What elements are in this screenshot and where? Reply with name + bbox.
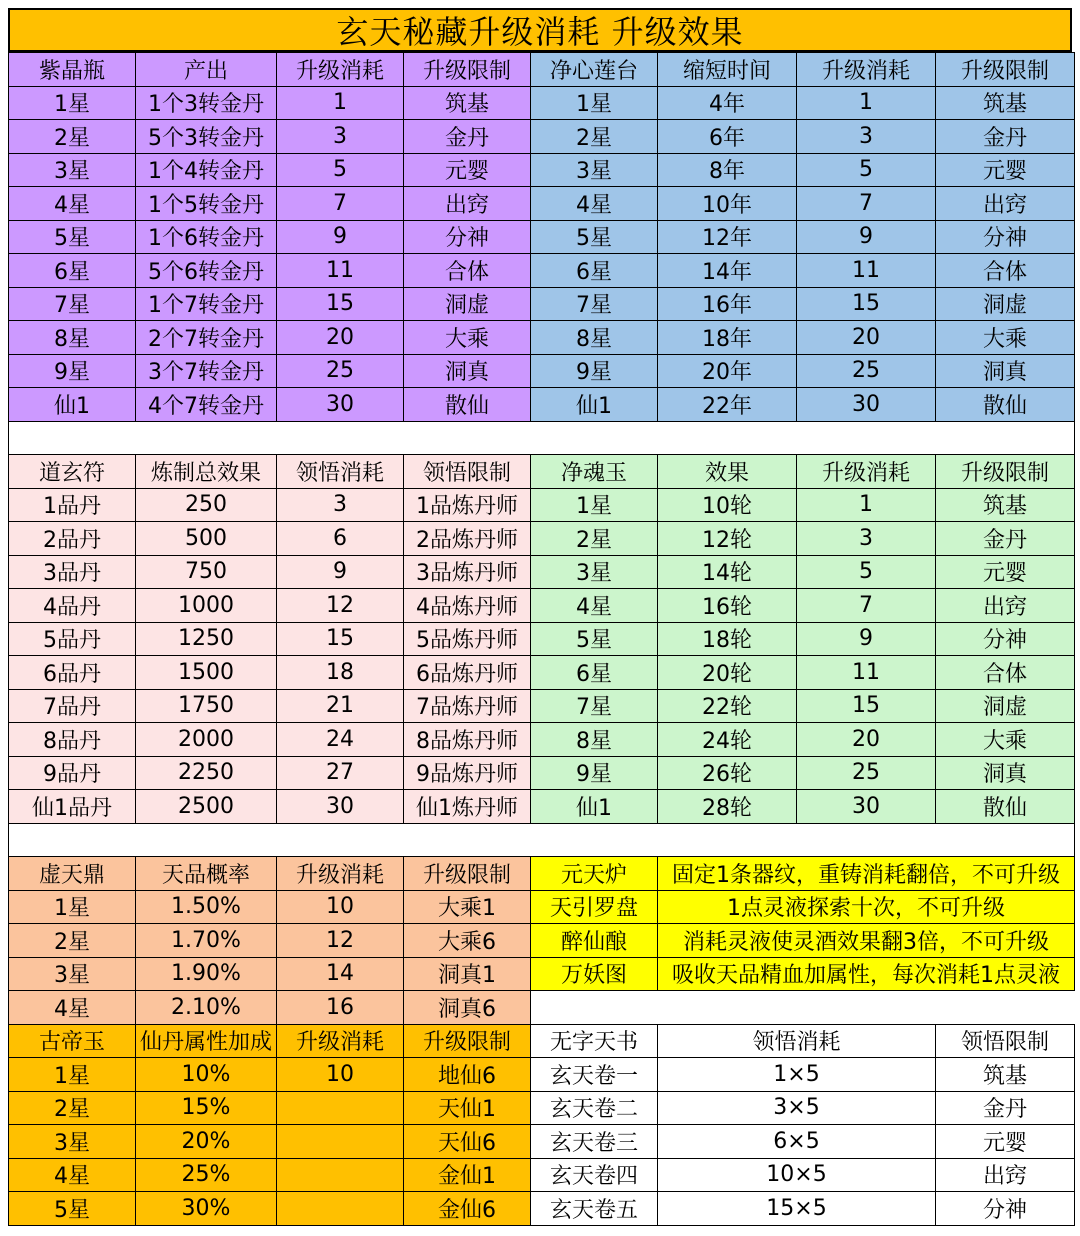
spacer-row bbox=[9, 421, 1075, 455]
table-cell: 玄天卷二 bbox=[531, 1091, 658, 1125]
header-cell: 领悟限制 bbox=[936, 1024, 1075, 1058]
table-cell: 洞真 bbox=[404, 354, 531, 388]
item-name-cell: 元天炉 bbox=[531, 857, 658, 891]
table-cell: 元婴 bbox=[404, 153, 531, 187]
table-cell: 3个7转金丹 bbox=[136, 354, 277, 388]
table-cell: 2500 bbox=[136, 790, 277, 824]
table-cell: 4星 bbox=[9, 991, 136, 1025]
table-cell: 25 bbox=[797, 756, 936, 790]
table-cell: 5品炼丹师 bbox=[404, 622, 531, 656]
table-cell: 大乘 bbox=[404, 321, 531, 355]
table-cell: 洞虚 bbox=[936, 287, 1075, 321]
table-cell: 2品炼丹师 bbox=[404, 522, 531, 556]
table-cell: 20 bbox=[277, 321, 404, 355]
table-cell: 15 bbox=[797, 689, 936, 723]
table-cell: 18 bbox=[277, 656, 404, 690]
table-cell: 1个4转金丹 bbox=[136, 153, 277, 187]
table-row bbox=[9, 1058, 1075, 1092]
table-cell: 5 bbox=[797, 555, 936, 589]
table-cell: 6×5 bbox=[658, 1125, 936, 1159]
table-cell: 分神 bbox=[404, 220, 531, 254]
table-row bbox=[9, 153, 1075, 187]
table-cell: 洞虚 bbox=[936, 689, 1075, 723]
table-cell: 元婴 bbox=[936, 555, 1075, 589]
table-cell: 金丹 bbox=[936, 1091, 1075, 1125]
table-cell: 25 bbox=[277, 354, 404, 388]
item-desc-cell: 消耗灵液使灵酒效果翻3倍，不可升级 bbox=[658, 924, 1075, 958]
table-cell: 1 bbox=[797, 488, 936, 522]
header-cell: 古帝玉 bbox=[9, 1024, 136, 1058]
table-cell: 2星 bbox=[9, 1091, 136, 1125]
table-cell: 22轮 bbox=[658, 689, 797, 723]
table-cell: 玄天卷三 bbox=[531, 1125, 658, 1159]
table-cell: 4个7转金丹 bbox=[136, 388, 277, 422]
table-cell: 分神 bbox=[936, 220, 1075, 254]
table-cell: 2个7转金丹 bbox=[136, 321, 277, 355]
table-cell: 27 bbox=[277, 756, 404, 790]
table-row bbox=[9, 589, 1075, 623]
table-cell: 14轮 bbox=[658, 555, 797, 589]
table-cell: 1品炼丹师 bbox=[404, 488, 531, 522]
header-row bbox=[9, 53, 1075, 87]
table-cell: 金仙6 bbox=[404, 1192, 531, 1226]
header-cell: 领悟消耗 bbox=[277, 455, 404, 489]
header-cell: 升级消耗 bbox=[797, 53, 936, 87]
table-row bbox=[9, 1192, 1075, 1226]
table-cell: 7 bbox=[797, 187, 936, 221]
table-cell: 1 bbox=[797, 86, 936, 120]
table-cell: 3品炼丹师 bbox=[404, 555, 531, 589]
table-cell: 仙1 bbox=[531, 790, 658, 824]
table-cell: 6星 bbox=[531, 254, 658, 288]
table-cell: 筑基 bbox=[936, 488, 1075, 522]
table-cell: 9 bbox=[277, 555, 404, 589]
table-cell: 合体 bbox=[936, 656, 1075, 690]
table-cell: 5 bbox=[797, 153, 936, 187]
table-cell: 10年 bbox=[658, 187, 797, 221]
table-cell: 4星 bbox=[531, 187, 658, 221]
table-cell: 1星 bbox=[531, 86, 658, 120]
table-cell: 金丹 bbox=[404, 120, 531, 154]
table-cell: 1.70% bbox=[136, 924, 277, 958]
table-cell: 1000 bbox=[136, 589, 277, 623]
table-cell: 10轮 bbox=[658, 488, 797, 522]
header-row bbox=[9, 1024, 1075, 1058]
table-cell: 天仙6 bbox=[404, 1125, 531, 1159]
header-cell: 无字天书 bbox=[531, 1024, 658, 1058]
table-cell: 洞真1 bbox=[404, 957, 531, 991]
table-cell: 3星 bbox=[531, 555, 658, 589]
table-cell: 1个6转金丹 bbox=[136, 220, 277, 254]
table-cell: 大乘1 bbox=[404, 890, 531, 924]
table-cell: 筑基 bbox=[404, 86, 531, 120]
table-cell: 10 bbox=[277, 1058, 404, 1092]
table-cell: 仙1 bbox=[531, 388, 658, 422]
table-cell: 6品丹 bbox=[9, 656, 136, 690]
table-row bbox=[9, 756, 1075, 790]
header-cell: 紫晶瓶 bbox=[9, 53, 136, 87]
table-row bbox=[9, 790, 1075, 824]
table-cell: 7 bbox=[797, 589, 936, 623]
table-cell: 出窍 bbox=[404, 187, 531, 221]
table-cell: 仙1品丹 bbox=[9, 790, 136, 824]
table-cell: 250 bbox=[136, 488, 277, 522]
table-cell: 4星 bbox=[9, 187, 136, 221]
header-cell: 虚天鼎 bbox=[9, 857, 136, 891]
table-cell: 1星 bbox=[531, 488, 658, 522]
table-cell: 28轮 bbox=[658, 790, 797, 824]
table-row bbox=[9, 120, 1075, 154]
table-cell: 25% bbox=[136, 1158, 277, 1192]
table-cell: 元婴 bbox=[936, 153, 1075, 187]
table-cell: 3 bbox=[277, 120, 404, 154]
table-cell: 30 bbox=[797, 790, 936, 824]
table-cell: 7品炼丹师 bbox=[404, 689, 531, 723]
table-cell bbox=[277, 1158, 404, 1192]
table-row bbox=[9, 287, 1075, 321]
table-cell: 15 bbox=[797, 287, 936, 321]
table-cell: 11 bbox=[797, 656, 936, 690]
table-cell: 30 bbox=[797, 388, 936, 422]
table-cell: 1750 bbox=[136, 689, 277, 723]
table-cell: 1品丹 bbox=[9, 488, 136, 522]
header-cell: 升级限制 bbox=[404, 1024, 531, 1058]
table-cell: 7品丹 bbox=[9, 689, 136, 723]
table-cell: 合体 bbox=[404, 254, 531, 288]
table-cell: 金丹 bbox=[936, 120, 1075, 154]
table-cell: 9星 bbox=[531, 354, 658, 388]
table-cell: 2品丹 bbox=[9, 522, 136, 556]
table-cell: 6 bbox=[277, 522, 404, 556]
table-cell: 出窍 bbox=[936, 187, 1075, 221]
table-cell: 8品丹 bbox=[9, 723, 136, 757]
table-cell: 16轮 bbox=[658, 589, 797, 623]
table-cell: 散仙 bbox=[936, 790, 1075, 824]
table-cell: 1星 bbox=[9, 86, 136, 120]
table-cell: 5星 bbox=[9, 220, 136, 254]
table-cell: 6星 bbox=[531, 656, 658, 690]
table-cell: 1个5转金丹 bbox=[136, 187, 277, 221]
header-row bbox=[9, 455, 1075, 489]
table-row bbox=[9, 689, 1075, 723]
table-cell: 2星 bbox=[9, 924, 136, 958]
table-cell: 16 bbox=[277, 991, 404, 1025]
table-cell: 9品炼丹师 bbox=[404, 756, 531, 790]
table-cell: 1星 bbox=[9, 1058, 136, 1092]
table-cell: 30% bbox=[136, 1192, 277, 1226]
table-cell: 10% bbox=[136, 1058, 277, 1092]
header-cell: 净魂玉 bbox=[531, 455, 658, 489]
table-cell: 2250 bbox=[136, 756, 277, 790]
table-cell: 1个7转金丹 bbox=[136, 287, 277, 321]
header-cell: 净心莲台 bbox=[531, 53, 658, 87]
table-cell: 金仙1 bbox=[404, 1158, 531, 1192]
table-cell: 15% bbox=[136, 1091, 277, 1125]
table-cell: 仙1 bbox=[9, 388, 136, 422]
table-cell: 出窍 bbox=[936, 1158, 1075, 1192]
header-cell: 升级消耗 bbox=[277, 1024, 404, 1058]
table-cell: 20年 bbox=[658, 354, 797, 388]
header-cell: 领悟限制 bbox=[404, 455, 531, 489]
table-cell: 11 bbox=[797, 254, 936, 288]
table-cell: 18轮 bbox=[658, 622, 797, 656]
table-cell: 洞真6 bbox=[404, 991, 531, 1025]
table-cell: 10 bbox=[277, 890, 404, 924]
table-row bbox=[9, 388, 1075, 422]
table-cell: 6品炼丹师 bbox=[404, 656, 531, 690]
table-row bbox=[9, 890, 1075, 924]
table-cell: 12 bbox=[277, 589, 404, 623]
table-cell: 500 bbox=[136, 522, 277, 556]
table-cell: 9 bbox=[277, 220, 404, 254]
table-cell: 金丹 bbox=[936, 522, 1075, 556]
table-cell: 10×5 bbox=[658, 1158, 936, 1192]
table-cell: 3星 bbox=[9, 957, 136, 991]
table-cell: 7星 bbox=[531, 287, 658, 321]
table-row bbox=[9, 86, 1075, 120]
table-cell: 22年 bbox=[658, 388, 797, 422]
table-cell: 21 bbox=[277, 689, 404, 723]
table-cell: 5星 bbox=[531, 622, 658, 656]
table-row bbox=[9, 1091, 1075, 1125]
table-cell: 2000 bbox=[136, 723, 277, 757]
table-cell: 洞真 bbox=[936, 756, 1075, 790]
header-cell: 升级消耗 bbox=[277, 857, 404, 891]
table-cell: 24 bbox=[277, 723, 404, 757]
table-cell: 3星 bbox=[9, 1125, 136, 1159]
item-desc-cell: 固定1条器纹，重铸消耗翻倍，不可升级 bbox=[658, 857, 1075, 891]
table-cell: 洞虚 bbox=[404, 287, 531, 321]
table-cell: 筑基 bbox=[936, 86, 1075, 120]
table-cell: 14 bbox=[277, 957, 404, 991]
table-cell: 5星 bbox=[531, 220, 658, 254]
table-cell: 9 bbox=[797, 622, 936, 656]
table-row bbox=[9, 991, 1075, 1025]
table-cell: 25 bbox=[797, 354, 936, 388]
table-cell: 4星 bbox=[9, 1158, 136, 1192]
table-cell: 大乘 bbox=[936, 723, 1075, 757]
table-cell: 3星 bbox=[531, 153, 658, 187]
table-cell: 18年 bbox=[658, 321, 797, 355]
table-cell: 1个3转金丹 bbox=[136, 86, 277, 120]
table-cell bbox=[277, 1192, 404, 1226]
sheet-title: 玄天秘藏升级消耗 升级效果 bbox=[8, 8, 1072, 52]
table-cell: 8年 bbox=[658, 153, 797, 187]
table-cell: 4星 bbox=[531, 589, 658, 623]
table-cell: 15 bbox=[277, 287, 404, 321]
table-row bbox=[9, 622, 1075, 656]
item-name-cell: 万妖图 bbox=[531, 957, 658, 991]
table-cell: 30 bbox=[277, 388, 404, 422]
spacer-cell bbox=[9, 421, 1075, 455]
table-cell: 分神 bbox=[936, 1192, 1075, 1226]
header-cell: 升级限制 bbox=[936, 53, 1075, 87]
table-cell: 16年 bbox=[658, 287, 797, 321]
table-cell: 15×5 bbox=[658, 1192, 936, 1226]
header-cell: 缩短时间 bbox=[658, 53, 797, 87]
header-cell: 效果 bbox=[658, 455, 797, 489]
table-cell: 3品丹 bbox=[9, 555, 136, 589]
header-cell: 升级限制 bbox=[936, 455, 1075, 489]
table-cell: 3 bbox=[797, 522, 936, 556]
table-cell bbox=[277, 1091, 404, 1125]
table-cell: 7星 bbox=[9, 287, 136, 321]
table-row bbox=[9, 656, 1075, 690]
table-cell: 大乘6 bbox=[404, 924, 531, 958]
table-row bbox=[9, 354, 1075, 388]
table-cell: 12轮 bbox=[658, 522, 797, 556]
table-cell: 分神 bbox=[936, 622, 1075, 656]
table-cell: 3×5 bbox=[658, 1091, 936, 1125]
table-cell: 9星 bbox=[9, 354, 136, 388]
table-row bbox=[9, 555, 1075, 589]
table-cell: 30 bbox=[277, 790, 404, 824]
table-cell: 散仙 bbox=[936, 388, 1075, 422]
table-cell: 4年 bbox=[658, 86, 797, 120]
table-cell: 2星 bbox=[531, 120, 658, 154]
table-row bbox=[9, 187, 1075, 221]
table-cell: 12年 bbox=[658, 220, 797, 254]
table-cell: 5品丹 bbox=[9, 622, 136, 656]
header-row bbox=[9, 857, 1075, 891]
header-cell: 领悟消耗 bbox=[658, 1024, 936, 1058]
table-row bbox=[9, 1158, 1075, 1192]
table-cell: 1.90% bbox=[136, 957, 277, 991]
table-cell: 5个6转金丹 bbox=[136, 254, 277, 288]
header-cell: 仙丹属性加成 bbox=[136, 1024, 277, 1058]
table-cell: 9品丹 bbox=[9, 756, 136, 790]
table-cell: 5星 bbox=[9, 1192, 136, 1226]
table-cell: 4品丹 bbox=[9, 589, 136, 623]
table-row bbox=[9, 488, 1075, 522]
table-cell: 26轮 bbox=[658, 756, 797, 790]
table-cell: 15 bbox=[277, 622, 404, 656]
table-cell: 7 bbox=[277, 187, 404, 221]
spacer-cell bbox=[9, 823, 1075, 857]
table-cell: 2星 bbox=[531, 522, 658, 556]
table-row bbox=[9, 1125, 1075, 1159]
header-cell: 道玄符 bbox=[9, 455, 136, 489]
table-cell: 玄天卷四 bbox=[531, 1158, 658, 1192]
table-cell: 合体 bbox=[936, 254, 1075, 288]
table-row bbox=[9, 254, 1075, 288]
table-cell: 8星 bbox=[9, 321, 136, 355]
table-cell bbox=[277, 1125, 404, 1159]
table-cell: 洞真 bbox=[936, 354, 1075, 388]
table-cell: 1500 bbox=[136, 656, 277, 690]
table-row bbox=[9, 522, 1075, 556]
header-cell: 升级消耗 bbox=[277, 53, 404, 87]
table-cell: 大乘 bbox=[936, 321, 1075, 355]
table-cell: 1 bbox=[277, 86, 404, 120]
table-row bbox=[9, 321, 1075, 355]
header-cell: 炼制总效果 bbox=[136, 455, 277, 489]
header-cell: 升级限制 bbox=[404, 53, 531, 87]
header-cell: 升级限制 bbox=[404, 857, 531, 891]
table-cell: 筑基 bbox=[936, 1058, 1075, 1092]
table-cell: 1×5 bbox=[658, 1058, 936, 1092]
table-cell: 天仙1 bbox=[404, 1091, 531, 1125]
table-cell: 8品炼丹师 bbox=[404, 723, 531, 757]
table-cell: 6年 bbox=[658, 120, 797, 154]
table-cell: 6星 bbox=[9, 254, 136, 288]
table-cell: 14年 bbox=[658, 254, 797, 288]
header-cell: 升级消耗 bbox=[797, 455, 936, 489]
table-row bbox=[9, 220, 1075, 254]
table-row bbox=[9, 957, 1075, 991]
table-cell: 5个3转金丹 bbox=[136, 120, 277, 154]
table-row bbox=[9, 924, 1075, 958]
table-cell: 9 bbox=[797, 220, 936, 254]
table-cell: 2.10% bbox=[136, 991, 277, 1025]
header-cell: 天品概率 bbox=[136, 857, 277, 891]
spacer-row bbox=[9, 823, 1075, 857]
item-desc-cell: 1点灵液探索十次，不可升级 bbox=[658, 890, 1075, 924]
table-cell: 750 bbox=[136, 555, 277, 589]
table-cell: 3星 bbox=[9, 153, 136, 187]
table-cell: 地仙6 bbox=[404, 1058, 531, 1092]
item-name-cell: 醉仙酿 bbox=[531, 924, 658, 958]
table-cell: 8星 bbox=[531, 723, 658, 757]
table-cell: 20轮 bbox=[658, 656, 797, 690]
table-cell: 1.50% bbox=[136, 890, 277, 924]
table-cell: 12 bbox=[277, 924, 404, 958]
table-cell: 5 bbox=[277, 153, 404, 187]
item-desc-cell: 吸收天品精血加属性，每次消耗1点灵液 bbox=[658, 957, 1075, 991]
table-cell: 2星 bbox=[9, 120, 136, 154]
table-cell: 仙1炼丹师 bbox=[404, 790, 531, 824]
table-cell: 玄天卷一 bbox=[531, 1058, 658, 1092]
table-cell: 3 bbox=[277, 488, 404, 522]
table-cell: 20 bbox=[797, 321, 936, 355]
table-cell: 8星 bbox=[531, 321, 658, 355]
table-cell: 9星 bbox=[531, 756, 658, 790]
table-cell: 20 bbox=[797, 723, 936, 757]
table-cell: 元婴 bbox=[936, 1125, 1075, 1159]
table-cell: 4品炼丹师 bbox=[404, 589, 531, 623]
table-cell: 7星 bbox=[531, 689, 658, 723]
table-cell: 11 bbox=[277, 254, 404, 288]
table-row bbox=[9, 723, 1075, 757]
table-cell: 散仙 bbox=[404, 388, 531, 422]
table-cell: 玄天卷五 bbox=[531, 1192, 658, 1226]
header-cell: 产出 bbox=[136, 53, 277, 87]
table-cell: 24轮 bbox=[658, 723, 797, 757]
table-cell: 20% bbox=[136, 1125, 277, 1159]
table-cell: 3 bbox=[797, 120, 936, 154]
table-cell: 1250 bbox=[136, 622, 277, 656]
data-grid bbox=[8, 52, 1075, 1226]
empty-cell bbox=[531, 991, 1075, 1025]
table-cell: 1星 bbox=[9, 890, 136, 924]
table-cell: 出窍 bbox=[936, 589, 1075, 623]
item-name-cell: 天引罗盘 bbox=[531, 890, 658, 924]
